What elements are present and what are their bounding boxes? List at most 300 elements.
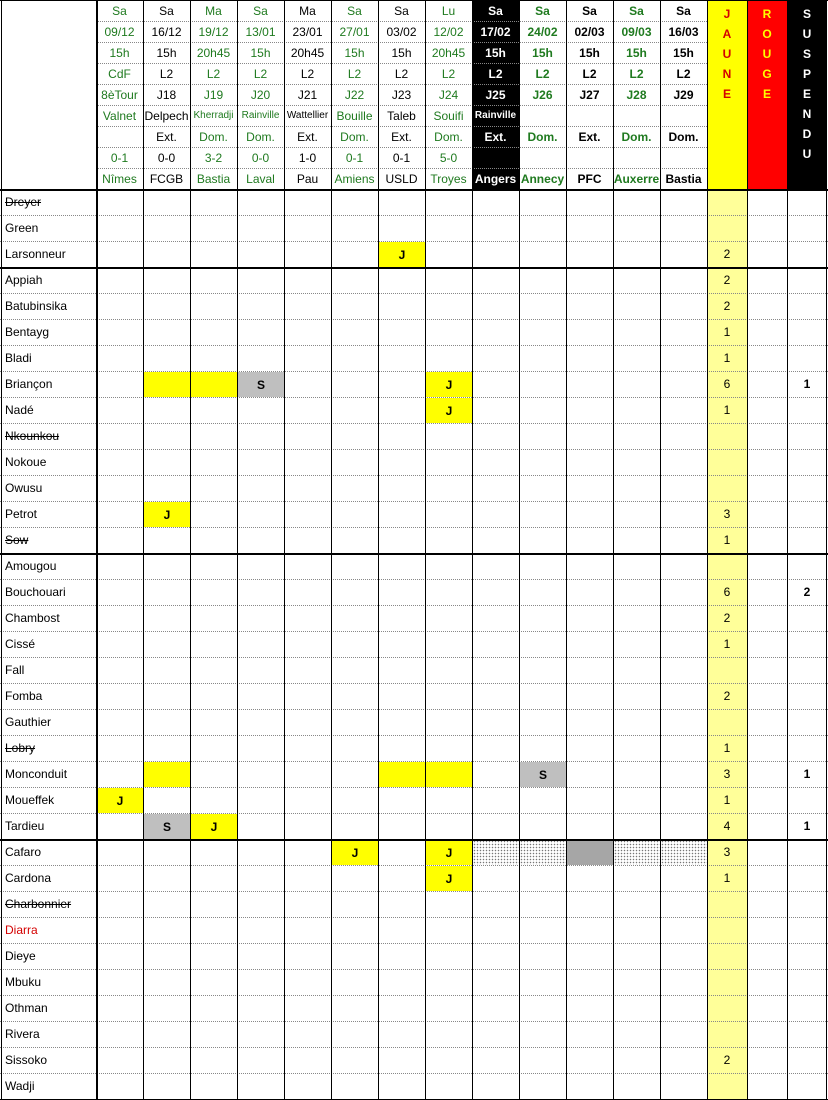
header-time-10[interactable]: 15h <box>532 45 553 60</box>
jaune-count[interactable] <box>707 553 747 579</box>
suspendu-count[interactable] <box>787 345 827 371</box>
player-name[interactable]: Charbonnier <box>5 897 72 911</box>
jaune-count[interactable] <box>707 215 747 241</box>
header-venue-2[interactable]: Ext. <box>156 129 177 144</box>
match-cell[interactable] <box>567 840 613 865</box>
header-ref-1[interactable]: Valnet <box>102 108 137 123</box>
suspendu-count[interactable] <box>787 293 827 319</box>
header-date-10[interactable]: 24/02 <box>527 24 558 39</box>
header-score-13[interactable] <box>660 147 707 168</box>
jaune-count[interactable] <box>707 969 747 995</box>
header-day-6[interactable]: Sa <box>347 3 362 18</box>
header-venue-10[interactable]: Dom. <box>527 129 558 144</box>
header-ref-10[interactable] <box>519 105 566 126</box>
rouge-count[interactable] <box>747 631 787 657</box>
rouge-count[interactable] <box>747 501 787 527</box>
header-round-4[interactable]: J20 <box>250 87 271 102</box>
suspendu-count[interactable] <box>787 865 827 891</box>
grid-line <box>0 605 828 606</box>
match-cell[interactable] <box>426 762 472 787</box>
match-cell[interactable]: S <box>144 814 190 839</box>
header-date-11[interactable]: 02/03 <box>574 24 605 39</box>
match-cell[interactable] <box>473 840 519 865</box>
header-time-7[interactable]: 15h <box>391 45 412 60</box>
player-name[interactable]: Othman <box>5 1001 48 1015</box>
header-time-1[interactable]: 15h <box>109 45 130 60</box>
header-opp-10[interactable]: Annecy <box>520 171 565 186</box>
header-score-10[interactable] <box>519 147 566 168</box>
rouge-count[interactable] <box>747 787 787 813</box>
jaune-count[interactable]: 2 <box>723 273 731 287</box>
match-cell[interactable]: J <box>379 242 425 267</box>
player-name[interactable]: Larsonneur <box>5 247 66 261</box>
header-venue-3[interactable]: Dom. <box>199 129 228 144</box>
jaune-label-letter: A <box>722 27 732 41</box>
header-score-11[interactable] <box>566 147 613 168</box>
match-cell[interactable]: J <box>426 840 472 865</box>
rouge-label-letter: G <box>762 67 772 81</box>
grid-line <box>96 21 707 22</box>
jaune-count[interactable]: 6 <box>723 377 731 391</box>
suspendu-count[interactable] <box>787 553 827 579</box>
jaune-count[interactable]: 6 <box>723 585 731 599</box>
header-day-1[interactable]: Sa <box>112 3 127 18</box>
player-name[interactable]: Bladi <box>5 351 32 365</box>
jaune-count[interactable]: 1 <box>723 403 731 417</box>
suspendu-count[interactable] <box>787 423 827 449</box>
header-day-8[interactable]: Lu <box>441 3 456 18</box>
header-score-6[interactable]: 0-1 <box>345 150 364 165</box>
match-cell[interactable] <box>191 372 237 397</box>
header-round-12[interactable]: J28 <box>626 87 647 102</box>
rouge-count[interactable] <box>747 865 787 891</box>
header-round-6[interactable]: J22 <box>344 87 365 102</box>
header-score-5[interactable]: 1-0 <box>298 150 317 165</box>
header-opp-7[interactable]: USLD <box>385 171 418 186</box>
grid-line <box>0 657 828 658</box>
rouge-count[interactable] <box>747 761 787 787</box>
header-day-13[interactable]: Sa <box>676 3 691 18</box>
suspendu-count[interactable] <box>787 527 827 553</box>
match-cell[interactable]: J <box>191 814 237 839</box>
match-cell[interactable]: J <box>426 372 472 397</box>
header-comp-11[interactable]: L2 <box>582 66 597 81</box>
rouge-count[interactable] <box>747 605 787 631</box>
header-time-6[interactable]: 15h <box>344 45 365 60</box>
header-comp-12[interactable]: L2 <box>629 66 644 81</box>
header-round-1[interactable]: 8èTour <box>101 87 138 102</box>
suspendu-count[interactable] <box>787 1073 827 1099</box>
header-comp-8[interactable]: L2 <box>441 66 456 81</box>
header-date-1[interactable]: 09/12 <box>104 24 135 39</box>
match-cell[interactable]: S <box>238 372 284 397</box>
player-name[interactable]: Sow <box>5 533 29 547</box>
header-time-12[interactable]: 15h <box>626 45 647 60</box>
header-ref-2[interactable]: Delpech <box>144 108 189 123</box>
grid-line <box>0 267 828 269</box>
header-day-12[interactable]: Sa <box>629 3 644 18</box>
player-name[interactable]: Rivera <box>5 1027 40 1041</box>
header-opp-12[interactable]: Auxerre <box>613 171 660 186</box>
header-round-5[interactable]: J21 <box>297 87 318 102</box>
player-name[interactable]: Wadji <box>5 1079 35 1093</box>
header-date-8[interactable]: 12/02 <box>433 24 464 39</box>
header-date-7[interactable]: 03/02 <box>386 24 417 39</box>
suspendu-count[interactable] <box>787 709 827 735</box>
jaune-count[interactable] <box>707 423 747 449</box>
header-comp-3[interactable]: L2 <box>206 66 221 81</box>
header-opp-13[interactable]: Bastia <box>665 171 702 186</box>
header-date-6[interactable]: 27/01 <box>339 24 370 39</box>
match-cell[interactable]: J <box>97 788 143 813</box>
rouge-count[interactable] <box>747 839 787 865</box>
match-cell[interactable] <box>144 372 190 397</box>
player-name[interactable]: Mbuku <box>5 975 42 989</box>
player-name[interactable]: Owusu <box>5 481 43 495</box>
header-round-2[interactable]: J18 <box>156 87 177 102</box>
rouge-count[interactable] <box>747 917 787 943</box>
jaune-count[interactable]: 2 <box>723 611 731 625</box>
player-name[interactable]: Moueffek <box>5 793 55 807</box>
player-name[interactable]: Tardieu <box>5 819 45 833</box>
header-time-13[interactable]: 15h <box>673 45 694 60</box>
player-name[interactable]: Dreyer <box>5 195 42 209</box>
suspendu-count[interactable] <box>787 683 827 709</box>
jaune-count[interactable]: 1 <box>723 533 731 547</box>
grid-line <box>0 1021 828 1022</box>
player-name[interactable]: Lobry <box>5 741 36 755</box>
header-day-9[interactable]: Sa <box>472 0 519 21</box>
header-comp-5[interactable]: L2 <box>300 66 315 81</box>
rouge-count[interactable] <box>747 475 787 501</box>
jaune-count[interactable] <box>707 475 747 501</box>
header-date-4[interactable]: 13/01 <box>245 24 276 39</box>
rouge-label-letter: E <box>762 87 771 101</box>
player-name[interactable]: Amougou <box>5 559 57 573</box>
header-comp-1[interactable]: CdF <box>108 66 131 81</box>
jaune-count[interactable] <box>707 917 747 943</box>
header-venue-1[interactable] <box>96 126 143 147</box>
match-cell[interactable] <box>379 762 425 787</box>
header-score-4[interactable]: 0-0 <box>251 150 270 165</box>
player-name[interactable]: Monconduit <box>5 767 68 781</box>
header-date-9[interactable]: 17/02 <box>472 21 519 42</box>
match-cell[interactable]: J <box>144 502 190 527</box>
player-name[interactable]: Fall <box>5 663 25 677</box>
player-name[interactable]: Dieye <box>5 949 36 963</box>
header-opp-2[interactable]: FCGB <box>149 171 184 186</box>
header-round-9[interactable]: J25 <box>472 84 519 105</box>
match-cell[interactable] <box>520 840 566 865</box>
rouge-count[interactable] <box>747 345 787 371</box>
jaune-count[interactable] <box>707 709 747 735</box>
header-day-7[interactable]: Sa <box>394 3 409 18</box>
grid-line <box>96 168 707 169</box>
suspendu-count[interactable] <box>787 1047 827 1073</box>
header-opp-4[interactable]: Laval <box>246 171 275 186</box>
header-time-8[interactable]: 20h45 <box>431 45 466 60</box>
header-opp-1[interactable]: Nîmes <box>102 171 137 186</box>
header-opp-11[interactable]: PFC <box>577 171 602 186</box>
suspendu-count[interactable]: 2 <box>803 585 811 599</box>
header-ref-6[interactable]: Bouille <box>336 108 373 123</box>
suspendu-count[interactable] <box>787 787 827 813</box>
header-score-2[interactable]: 0-0 <box>157 150 176 165</box>
player-name[interactable]: Sissoko <box>5 1053 48 1067</box>
header-venue-5[interactable]: Ext. <box>297 129 318 144</box>
header-ref-4[interactable]: Rainville <box>241 110 280 121</box>
header-round-13[interactable]: J29 <box>673 87 694 102</box>
suspendu-count[interactable] <box>787 995 827 1021</box>
rouge-count[interactable] <box>747 449 787 475</box>
header-round-11[interactable]: J27 <box>579 87 600 102</box>
header-time-2[interactable]: 15h <box>156 45 177 60</box>
header-venue-9[interactable]: Ext. <box>472 126 519 147</box>
player-name[interactable]: Bouchouari <box>5 585 66 599</box>
jaune-count[interactable] <box>707 449 747 475</box>
header-venue-12[interactable]: Dom. <box>621 129 652 144</box>
header-ref-8[interactable]: Souifi <box>433 108 464 123</box>
header-day-4[interactable]: Sa <box>253 3 268 18</box>
rouge-count[interactable] <box>747 735 787 761</box>
jaune-count[interactable]: 1 <box>723 351 731 365</box>
header-round-10[interactable]: J26 <box>532 87 553 102</box>
rouge-count[interactable] <box>747 423 787 449</box>
player-name[interactable]: Bentayg <box>5 325 50 339</box>
jaune-count[interactable]: 2 <box>723 247 731 261</box>
suspendu-count[interactable] <box>787 501 827 527</box>
header-round-7[interactable]: J23 <box>391 87 412 102</box>
header-venue-8[interactable]: Dom. <box>434 129 463 144</box>
header-time-9[interactable]: 15h <box>472 42 519 63</box>
header-round-8[interactable]: J24 <box>438 87 459 102</box>
jaune-count[interactable]: 4 <box>723 819 731 833</box>
player-name[interactable]: Appiah <box>5 273 43 287</box>
suspendu-count[interactable] <box>787 657 827 683</box>
grid-line <box>0 293 828 294</box>
jaune-count[interactable]: 3 <box>723 845 731 859</box>
header-date-5[interactable]: 23/01 <box>292 24 323 39</box>
header-comp-4[interactable]: L2 <box>253 66 268 81</box>
jaune-count[interactable]: 2 <box>723 299 731 313</box>
player-name[interactable]: Briançon <box>5 377 53 391</box>
header-ref-5[interactable]: Wattellier <box>286 110 329 121</box>
header-time-5[interactable]: 20h45 <box>290 45 325 60</box>
jaune-count[interactable] <box>707 1073 747 1099</box>
header-opp-3[interactable]: Bastia <box>196 171 231 186</box>
player-name[interactable]: Nokoue <box>5 455 47 469</box>
rouge-count[interactable] <box>747 241 787 267</box>
grid-line <box>707 0 708 1100</box>
suspendu-count[interactable] <box>787 891 827 917</box>
rouge-count[interactable] <box>747 267 787 293</box>
suspendu-count[interactable] <box>787 241 827 267</box>
header-opp-9[interactable]: Angers <box>472 168 519 189</box>
suspendu-count[interactable] <box>787 917 827 943</box>
rouge-count[interactable] <box>747 1073 787 1099</box>
match-cell[interactable] <box>614 840 660 865</box>
rouge-count[interactable] <box>747 943 787 969</box>
suspendu-count[interactable] <box>787 1021 827 1047</box>
header-venue-4[interactable]: Dom. <box>246 129 275 144</box>
rouge-count[interactable] <box>747 397 787 423</box>
suspendu-count[interactable] <box>787 475 827 501</box>
player-name[interactable]: Chambost <box>5 611 60 625</box>
suspendu-count[interactable]: 1 <box>803 767 811 781</box>
jaune-count[interactable]: 3 <box>723 507 731 521</box>
rouge-count[interactable] <box>747 371 787 397</box>
header-venue-11[interactable]: Ext. <box>578 129 601 144</box>
header-venue-6[interactable]: Dom. <box>340 129 369 144</box>
player-name[interactable]: Cissé <box>5 637 36 651</box>
player-name[interactable]: Fomba <box>5 689 43 703</box>
header-comp-6[interactable]: L2 <box>347 66 362 81</box>
rouge-count[interactable] <box>747 293 787 319</box>
player-name[interactable]: Nadé <box>5 403 34 417</box>
rouge-count[interactable] <box>747 969 787 995</box>
header-round-3[interactable]: J19 <box>203 87 224 102</box>
header-time-11[interactable]: 15h <box>579 45 600 60</box>
header-score-3[interactable]: 3-2 <box>204 150 223 165</box>
header-score-12[interactable] <box>613 147 660 168</box>
header-time-4[interactable]: 15h <box>250 45 271 60</box>
header-score-7[interactable]: 0-1 <box>392 150 411 165</box>
match-cell[interactable]: S <box>520 762 566 787</box>
rouge-count[interactable] <box>747 319 787 345</box>
grid-line <box>0 943 828 944</box>
grid-line <box>0 761 828 762</box>
header-date-13[interactable]: 16/03 <box>668 24 699 39</box>
suspendu-count[interactable] <box>787 397 827 423</box>
header-ref-9[interactable]: Rainville <box>472 105 519 126</box>
suspendu-count[interactable] <box>787 969 827 995</box>
player-name[interactable]: Cafaro <box>5 845 42 859</box>
header-day-10[interactable]: Sa <box>535 3 550 18</box>
suspendu-count[interactable] <box>787 449 827 475</box>
header-ref-11[interactable] <box>566 105 613 126</box>
suspendu-label-letter: S <box>802 47 811 61</box>
header-time-3[interactable]: 20h45 <box>196 45 231 60</box>
jaune-count[interactable]: 1 <box>723 637 731 651</box>
suspendu-count[interactable] <box>787 943 827 969</box>
header-ref-12[interactable] <box>613 105 660 126</box>
match-cell[interactable]: J <box>426 866 472 891</box>
header-comp-10[interactable]: L2 <box>535 66 550 81</box>
suspendu-count[interactable] <box>787 215 827 241</box>
player-name[interactable]: Batubinsika <box>5 299 68 313</box>
jaune-count[interactable] <box>707 995 747 1021</box>
jaune-count[interactable]: 1 <box>723 325 731 339</box>
rouge-count[interactable] <box>747 995 787 1021</box>
jaune-count[interactable]: 1 <box>723 871 731 885</box>
match-cell[interactable]: J <box>332 840 378 865</box>
match-cell[interactable] <box>144 762 190 787</box>
player-name[interactable]: Green <box>5 221 39 235</box>
grid-line <box>0 449 828 450</box>
jaune-count[interactable]: 1 <box>723 741 731 755</box>
player-name[interactable]: Gauthier <box>5 715 52 729</box>
jaune-count[interactable]: 3 <box>723 767 731 781</box>
jaune-count[interactable] <box>707 189 747 215</box>
header-ref-7[interactable]: Taleb <box>387 108 416 123</box>
header-score-8[interactable]: 5-0 <box>439 150 458 165</box>
grid-line <box>0 1073 828 1074</box>
header-opp-5[interactable]: Pau <box>296 171 319 186</box>
rouge-count[interactable] <box>747 215 787 241</box>
header-ref-3[interactable]: Kherradji <box>193 110 234 121</box>
grid-line <box>0 475 828 476</box>
header-date-12[interactable]: 09/03 <box>621 24 652 39</box>
player-name[interactable]: Cardona <box>5 871 52 885</box>
header-day-2[interactable]: Sa <box>159 3 174 18</box>
header-venue-7[interactable]: Ext. <box>391 129 412 144</box>
rouge-count[interactable] <box>747 813 787 839</box>
rouge-count[interactable] <box>747 683 787 709</box>
player-name[interactable]: Diarra <box>5 923 38 937</box>
suspendu-count[interactable]: 1 <box>803 819 811 833</box>
suspendu-count[interactable] <box>787 605 827 631</box>
grid-line <box>472 0 473 1100</box>
rouge-count[interactable] <box>747 891 787 917</box>
player-name[interactable]: Nkounkou <box>5 429 60 443</box>
jaune-count[interactable]: 2 <box>723 1053 731 1067</box>
jaune-count[interactable]: 2 <box>723 689 731 703</box>
header-comp-7[interactable]: L2 <box>394 66 409 81</box>
rouge-count[interactable] <box>747 579 787 605</box>
jaune-count[interactable] <box>707 943 747 969</box>
header-score-1[interactable]: 0-1 <box>110 150 129 165</box>
suspendu-count[interactable] <box>787 735 827 761</box>
suspendu-count[interactable] <box>787 631 827 657</box>
header-score-9[interactable] <box>472 147 519 168</box>
header-venue-13[interactable]: Dom. <box>668 129 699 144</box>
header-day-3[interactable]: Ma <box>205 3 222 18</box>
rouge-count[interactable] <box>747 1047 787 1073</box>
rouge-count[interactable] <box>747 657 787 683</box>
grid-line <box>747 0 748 1100</box>
suspendu-count[interactable] <box>787 267 827 293</box>
jaune-count[interactable] <box>707 891 747 917</box>
rouge-count[interactable] <box>747 527 787 553</box>
player-name[interactable]: Petrot <box>5 507 38 521</box>
header-opp-6[interactable]: Amiens <box>334 171 375 186</box>
header-comp-9[interactable]: L2 <box>472 63 519 84</box>
header-ref-13[interactable] <box>660 105 707 126</box>
header-comp-2[interactable]: L2 <box>159 66 174 81</box>
suspendu-count[interactable] <box>787 189 827 215</box>
rouge-count[interactable] <box>747 1021 787 1047</box>
grid-line <box>0 891 828 892</box>
header-date-2[interactable]: 16/12 <box>151 24 182 39</box>
suspendu-count[interactable] <box>787 319 827 345</box>
header-day-5[interactable]: Ma <box>299 3 316 18</box>
jaune-count[interactable] <box>707 657 747 683</box>
rouge-count[interactable] <box>747 709 787 735</box>
suspendu-label-letter: S <box>802 7 811 21</box>
rouge-count[interactable] <box>747 553 787 579</box>
header-opp-8[interactable]: Troyes <box>430 171 467 186</box>
rouge-count[interactable] <box>747 189 787 215</box>
suspendu-count[interactable] <box>787 839 827 865</box>
header-day-11[interactable]: Sa <box>582 3 597 18</box>
header-date-3[interactable]: 19/12 <box>198 24 229 39</box>
jaune-count[interactable]: 1 <box>723 793 731 807</box>
match-cell[interactable] <box>661 840 707 865</box>
header-comp-13[interactable]: L2 <box>676 66 691 81</box>
jaune-count[interactable] <box>707 1021 747 1047</box>
match-cell[interactable]: J <box>426 398 472 423</box>
suspendu-count[interactable]: 1 <box>803 377 811 391</box>
